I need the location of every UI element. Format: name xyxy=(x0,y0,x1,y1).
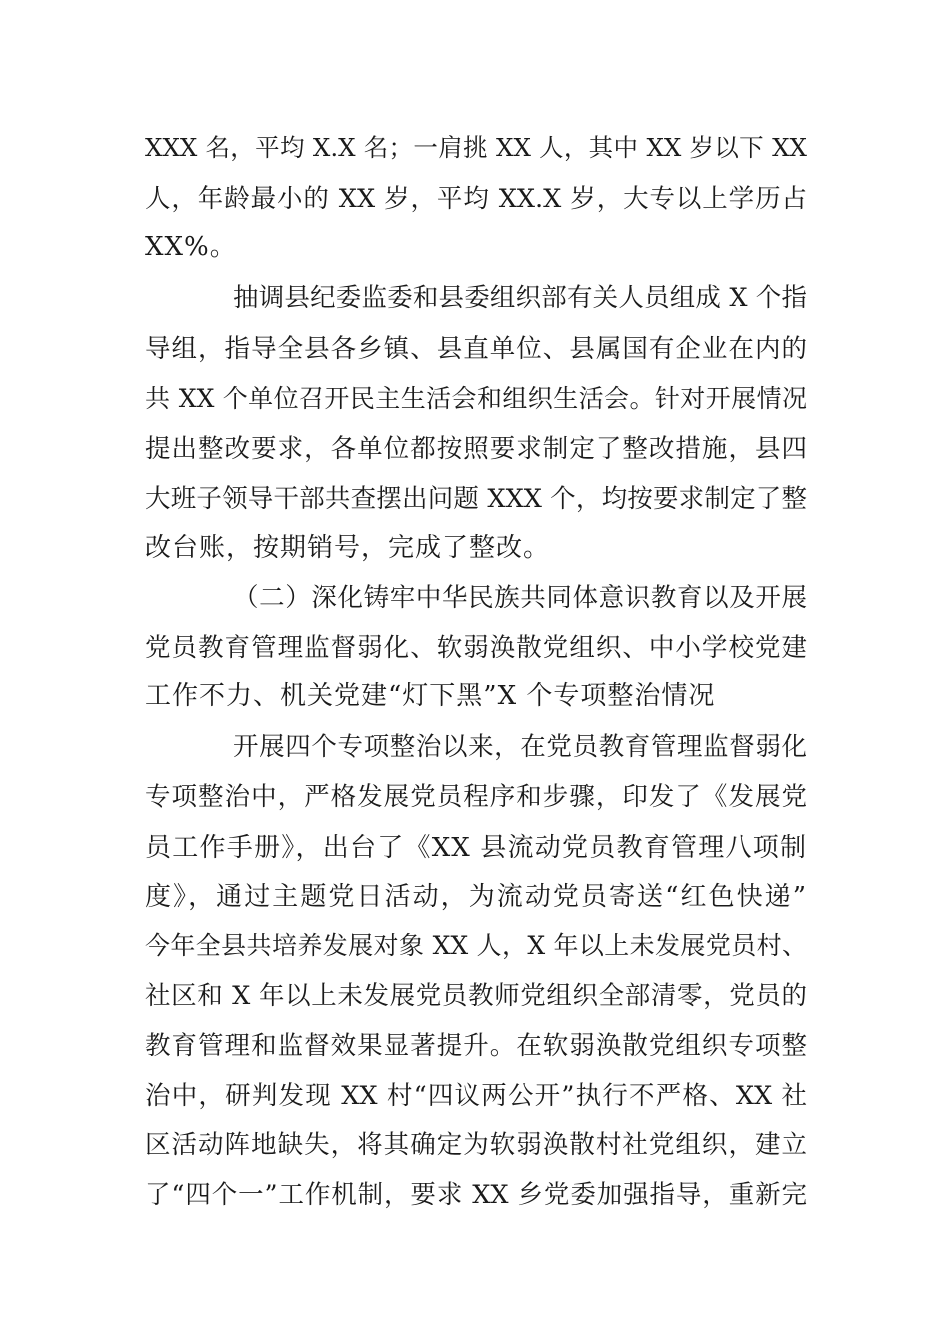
paragraph-line-6: 共 XX 个单位召开民主生活会和组织生活会。针对开展情况 xyxy=(145,384,807,413)
paragraph-line-5: 导组，指导全县各乡镇、县直单位、县属国有企业在内的 xyxy=(145,334,807,364)
paragraph-line-7: 提出整改要求，各单位都按照要求制定了整改措施，县四 xyxy=(145,434,807,464)
paragraph-line-18: 区活动阵地缺失，将其确定为软弱涣散村社党组织，建立 xyxy=(145,1130,807,1160)
paragraph-line-3: XX%。 xyxy=(145,232,237,262)
section-heading-line-2: 党员教育管理监督弱化、软弱涣散党组织、中小学校党建 xyxy=(145,633,807,663)
paragraph-line-15: 社区和 X 年以上未发展党员教师党组织全部清零，党员的 xyxy=(145,981,807,1011)
paragraph-line-4: 抽调县纪委监委和县委组织部有关人员组成 X 个指 xyxy=(233,283,807,313)
section-heading-line-1: （二）深化铸牢中华民族共同体意识教育以及开展 xyxy=(233,583,807,613)
paragraph-line-8: 大班子领导干部共查摆出问题 XXX 个，均按要求制定了整 xyxy=(145,484,807,514)
paragraph-line-2: 人，年龄最小的 XX 岁，平均 XX.X 岁，大专以上学历占 xyxy=(145,184,807,214)
paragraph-line-1: XXX 名，平均 X.X 名；一肩挑 XX 人，其中 XX 岁以下 XX xyxy=(145,133,807,162)
paragraph-line-11: 专项整治中，严格发展党员程序和步骤，印发了《发展党 xyxy=(145,782,807,812)
section-heading-line-3: 工作不力、机关党建“灯下黑”X 个专项整治情况 xyxy=(145,681,716,711)
paragraph-line-19: 了“四个一”工作机制，要求 XX 乡党委加强指导，重新完 xyxy=(145,1180,807,1210)
paragraph-line-13: 度》，通过主题党日活动，为流动党员寄送“红色快递” xyxy=(145,882,807,912)
paragraph-line-16: 教育管理和监督效果显著提升。在软弱涣散党组织专项整 xyxy=(145,1031,807,1061)
paragraph-line-17: 治中，研判发现 XX 村“四议两公开”执行不严格、XX 社 xyxy=(145,1081,807,1111)
paragraph-line-14: 今年全县共培养发展对象 XX 人，X 年以上未发展党员村、 xyxy=(145,931,807,960)
paragraph-line-9: 改台账，按期销号，完成了整改。 xyxy=(145,533,551,563)
paragraph-line-10: 开展四个专项整治以来，在党员教育管理监督弱化 xyxy=(233,732,807,762)
paragraph-line-12: 员工作手册》，出台了《XX 县流动党员教育管理八项制 xyxy=(145,833,807,863)
